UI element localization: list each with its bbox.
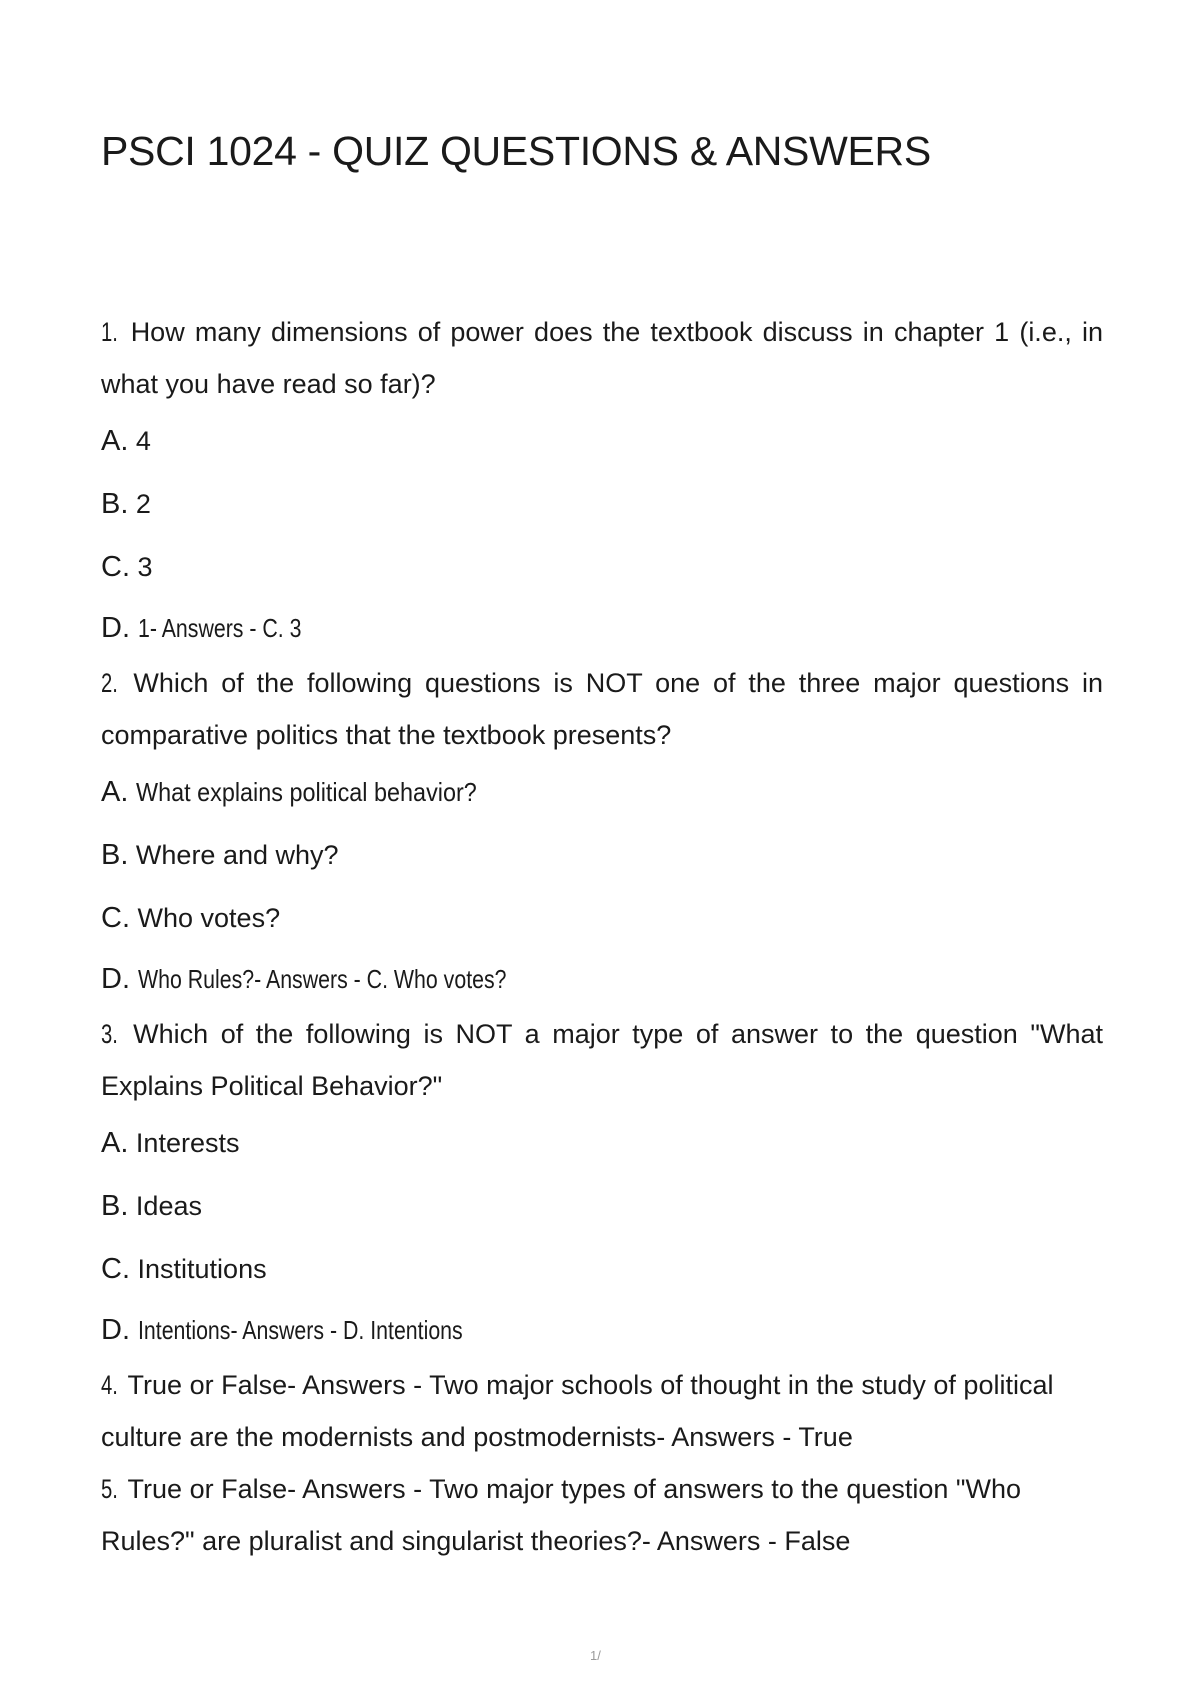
option-letter: A. — [101, 1127, 129, 1159]
option-b — [101, 1175, 1103, 1238]
option-c — [101, 536, 1103, 599]
option-letter: A. — [101, 425, 129, 457]
option-letter: B. — [101, 839, 129, 871]
option-text: 3 — [137, 552, 153, 582]
option-text: Institutions — [137, 1254, 267, 1284]
question-text: True or False- Answers - Two major schools of thought in the study of political culture are the modernists and postmodernists- Answers - True — [101, 1370, 1054, 1452]
question-text: Which of the following questions is NOT one of the three major questions in comparative politics that the textbook presents? — [101, 668, 1103, 750]
option-text-with-answer: Intentions- Answers - D. Intentions — [137, 1315, 463, 1345]
question-number: 1. — [101, 317, 118, 347]
option-letter: C. — [101, 902, 130, 934]
question-4 — [101, 1359, 1103, 1463]
question-5 — [101, 1463, 1103, 1567]
question-text: True or False- Answers - Two major types of answers to the question "Who Rules?" are pluralist and singularist theories?- Answers - False — [101, 1474, 1021, 1556]
page-number: 1/ — [590, 1648, 601, 1663]
question-2 — [101, 657, 1103, 761]
option-d — [101, 1301, 1103, 1359]
option-a — [101, 1112, 1103, 1175]
question-number: 2. — [101, 668, 118, 698]
option-letter: C. — [101, 1253, 130, 1285]
question-text: Which of the following is NOT a major type of answer to the question "What Explains Political Behavior?" — [101, 1019, 1103, 1101]
option-d — [101, 599, 1103, 657]
question-text: How many dimensions of power does the textbook discuss in chapter 1 (i.e., in what you have read so far)? — [101, 317, 1103, 399]
option-a — [101, 761, 1103, 824]
question-number: 4. — [101, 1370, 118, 1400]
question-number: 5. — [101, 1474, 118, 1504]
option-text: Who votes? — [137, 903, 281, 933]
option-text-with-answer: Who Rules?- Answers - C. Who votes? — [137, 964, 507, 994]
option-c — [101, 887, 1103, 950]
option-a — [101, 410, 1103, 473]
option-letter: B. — [101, 488, 129, 520]
option-b — [101, 473, 1103, 536]
option-text: Interests — [135, 1128, 240, 1158]
option-text: Where and why? — [135, 840, 339, 870]
option-text-with-answer: 1- Answers - C. 3 — [137, 613, 302, 643]
option-b — [101, 824, 1103, 887]
document-title: PSCI 1024 - QUIZ QUESTIONS & ANSWERS — [101, 128, 931, 174]
option-letter: A. — [101, 776, 129, 808]
option-letter: C. — [101, 551, 130, 583]
question-1 — [101, 306, 1103, 410]
option-letter: D. — [101, 963, 130, 995]
option-text: What explains political behavior? — [135, 777, 477, 807]
option-letter: B. — [101, 1190, 129, 1222]
option-letter: D. — [101, 612, 130, 644]
option-d — [101, 950, 1103, 1008]
option-text: 4 — [135, 426, 151, 456]
question-3 — [101, 1008, 1103, 1112]
option-text: Ideas — [135, 1191, 202, 1221]
option-text: 2 — [135, 489, 151, 519]
question-list — [101, 306, 1103, 1567]
option-letter: D. — [101, 1314, 130, 1346]
question-number: 3. — [101, 1019, 118, 1049]
option-c — [101, 1238, 1103, 1301]
